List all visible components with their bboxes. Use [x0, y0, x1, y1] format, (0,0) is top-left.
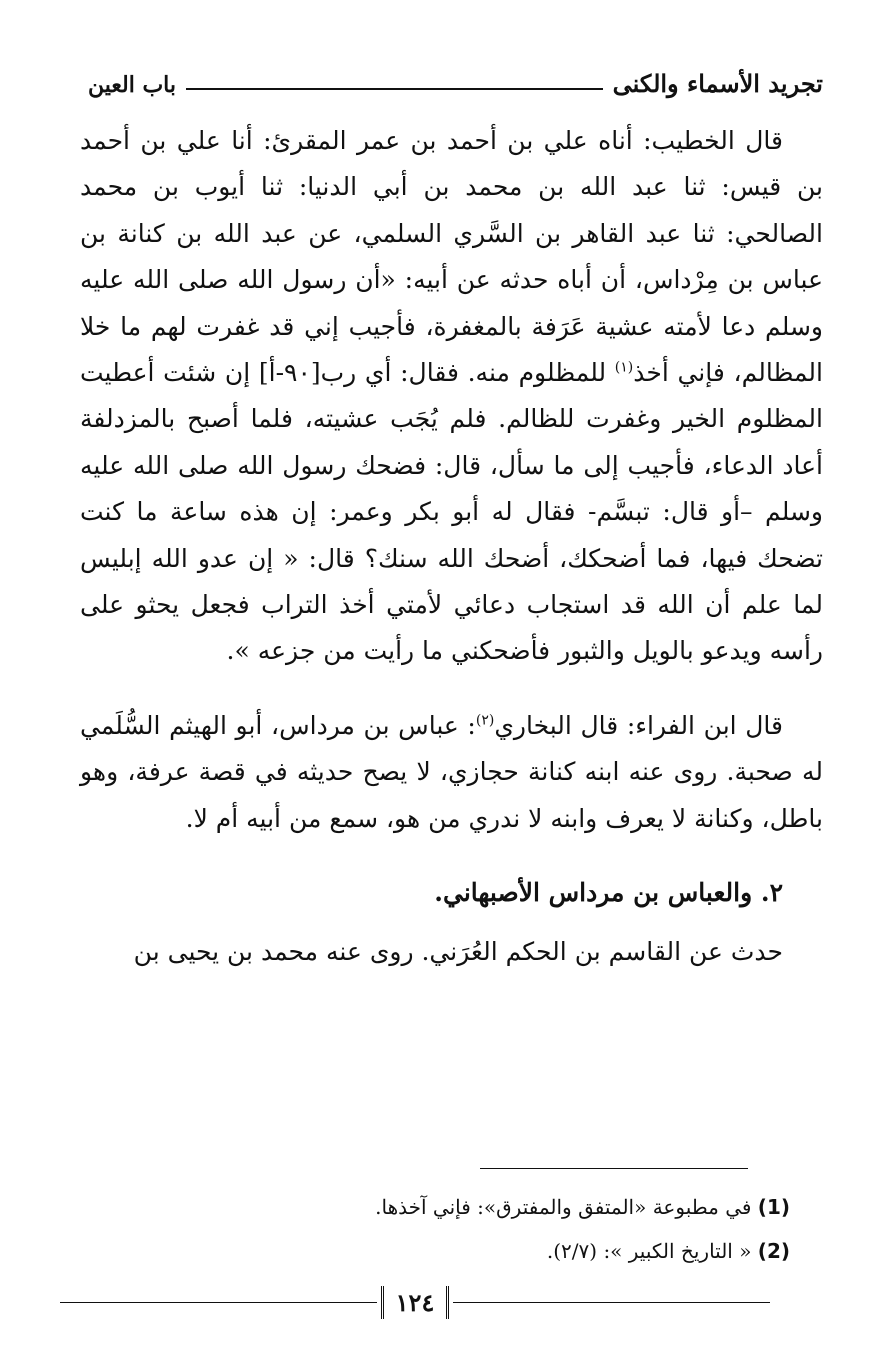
paragraph-hadith	[80, 118, 823, 675]
footnote-2	[100, 1229, 790, 1273]
paragraph-text: : عباس بن مرداس، أبو الهيثم السُّلَمي له صحبة. روى عنه ابنه كنانة حجازي، لا يصح حديثه في قصة عرفة، وهو باطل، وكنانة لا يعرف وابنه لا ندري من هو، سمع من أبيه أم لا.	[80, 710, 823, 833]
footnote-ref-2[interactable]: (٢)	[475, 712, 495, 729]
running-header	[88, 58, 823, 98]
footnote-ref-1[interactable]: (١)	[614, 359, 634, 376]
chapter-title: باب العين	[88, 72, 177, 98]
main-text	[80, 118, 823, 975]
paragraph-text: قال ابن الفراء: قال البخاري	[494, 710, 783, 740]
book-title: تجريد الأسماء والكنى	[612, 69, 823, 98]
footnote-number: (2)	[757, 1239, 790, 1263]
footnote-1	[100, 1185, 790, 1229]
entry-heading: ٢. والعباس بن مرداس الأصبهاني.	[434, 878, 783, 908]
footnote-text: في مطبوعة «المتفق والمفترق»: فإني آخذها.	[375, 1195, 758, 1219]
paragraph-bukhari	[80, 703, 823, 842]
paragraph-entry: حدث عن القاسم بن الحكم العُرَني. روى عنه محمد بن يحيى بن	[133, 936, 783, 966]
footnote-number: (1)	[757, 1195, 790, 1219]
footnotes	[100, 1185, 790, 1273]
header-rule	[186, 88, 603, 90]
footer-rule-right	[453, 1302, 770, 1303]
page-footer	[60, 1284, 770, 1320]
page-number: ١٢٤	[381, 1286, 450, 1319]
paragraph-text: قال الخطيب: أناه علي بن أحمد بن عمر المقرئ: أنا علي بن أحمد بن قيس: ثنا عبد الله بن محمد بن أبي الدنيا: ثنا أيوب بن محمد الصالحي: ثنا عبد القاهر بن السَّري السلمي، عن عبد الله بن كنانة بن عباس بن مِرْداس، أن أباه حدثه عن أبيه: «أن رسول الله صلى الله عليه وسلم دعا لأمته عشية عَرَفة بالمغفرة، فأجيب إني قد غفرت لهم ما خلا المظالم، فإني أخذ	[80, 126, 823, 388]
footnote-text: « التاريخ الكبير »: (٢/٧).	[546, 1239, 758, 1263]
paragraph-text: للمظلوم منه. فقال: أي رب[٩٠-أ] إن شئت أعطيت المظلوم الخير وغفرت للظالم. فلم يُجَب عشيته، فلما أصبح بالمزدلفة أعاد الدعاء، فأجيب إلى ما سأل، قال: فضحك رسول الله صلى الله عليه وسلم –أو قال: تبسَّم- فقال له أبو بكر وعمر: إن هذه ساعة ما كنت تضحك فيها، فما أضحكك، أضحك الله سنك؟ قال: « إن عدو الله إبليس لما علم أن الله قد استجاب دعائي لأمتي أخذ التراب فجعل يحثو على رأسه ويدعو بالويل والثبور فأضحكني ما رأيت من جزعه ».	[80, 358, 823, 666]
footnote-separator	[480, 1168, 748, 1169]
footer-rule-left	[60, 1302, 377, 1303]
